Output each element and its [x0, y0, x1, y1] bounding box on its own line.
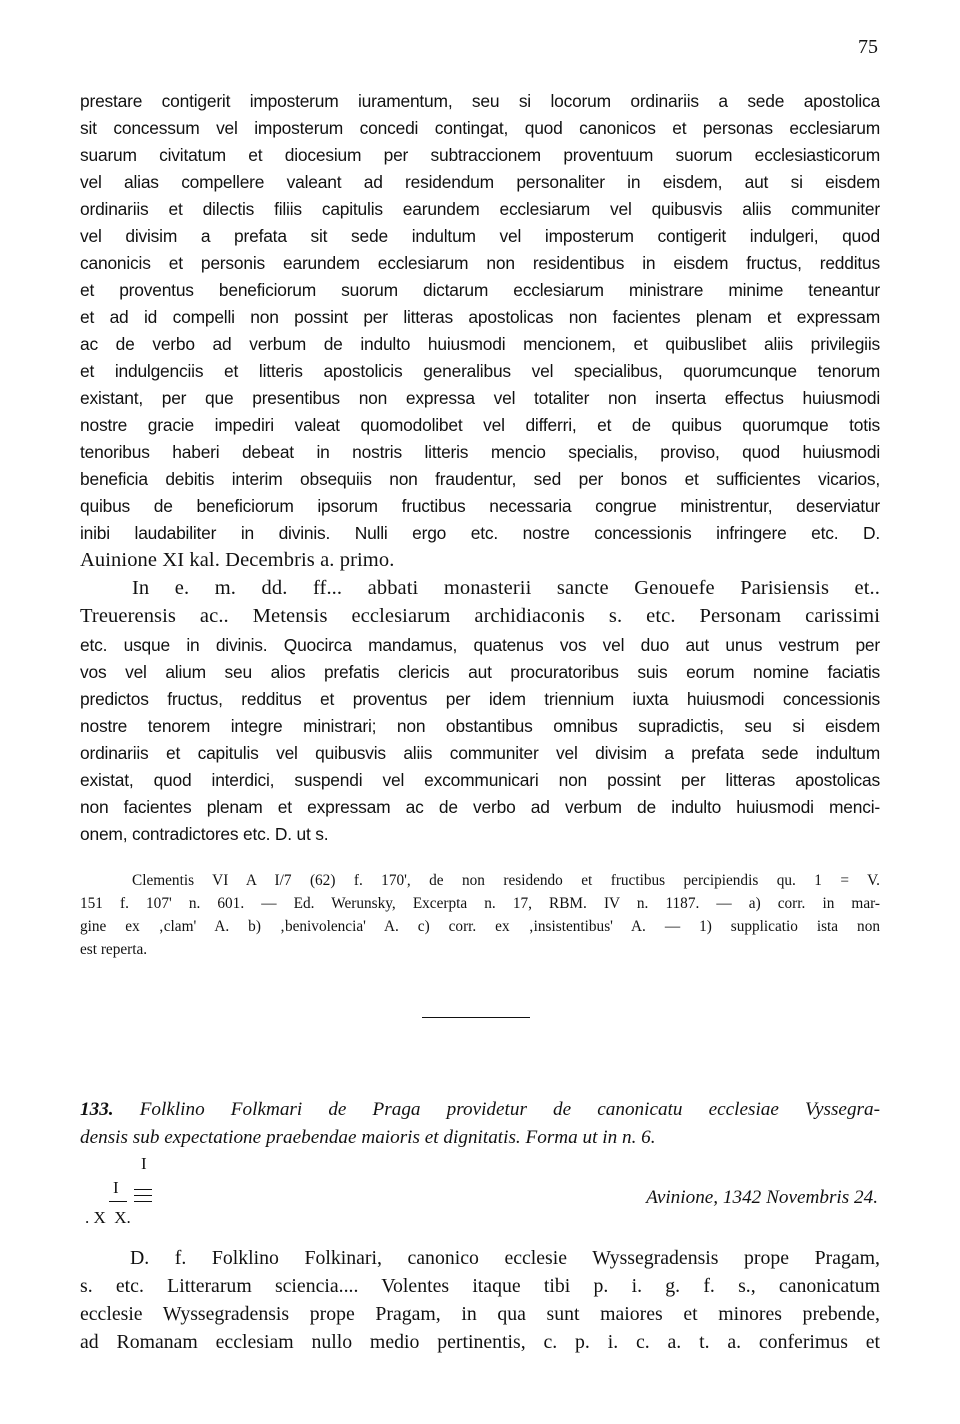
mark-top: I: [141, 1154, 147, 1173]
text-line: ordinariis et capitulis vel quibusvis aliis communiter vel divisim a prefata sede indultum: [80, 743, 880, 763]
text-line: s. etc. Litterarum sciencia.... Volentes itaque tibi p. i. g. f. s., canonicatum: [80, 1275, 880, 1297]
text-line: et proventus beneficiorum suorum dictarum ecclesiarum ministrare minime teneantur: [80, 280, 880, 300]
entry-date: Avinione, 1342 Novembris 24.: [646, 1187, 878, 1208]
text-line: vel alias compellere valeant ad residendum personaliter in eisdem, aut si eisdem: [80, 172, 880, 192]
mark-bottom: . X X.: [85, 1208, 131, 1227]
mark-bar: [134, 1201, 152, 1202]
text-line: quibus de beneficiorum ipsorum fructibus necessaria congrue ministrentur, deserviatur: [80, 496, 880, 516]
heading-line-2: densis sub expectatione praebendae maioris et dignitatis. Forma ut in n. 6.: [80, 1127, 656, 1148]
text-line: vos vel alium seu alios prefatis clericis aut procuratoribus suis eorum nomine faciatis: [80, 662, 880, 682]
text-line: ac de verbo ad verbum de indulto huiusmodi mencionem, et quibuslibet aliis privilegiis: [80, 334, 880, 354]
text-line: suarum civitatum et diocesium per subtraccionem proventuum suorum ecclesiasticorum: [80, 145, 880, 165]
mark-left: I: [113, 1178, 119, 1197]
heading-line-1: [80, 1096, 880, 1124]
text-line: inibi laudabiliter in divinis. Nulli ergo etc. nostre concessionis infringere etc. D.: [80, 523, 880, 543]
address-line: Treuerensis ac.. Metensis ecclesiarum archidiaconis s. etc. Personam carissimi: [80, 605, 880, 627]
text-line: canonicis et personis earundem ecclesiarum non residentibus in eisdem fructus, redditus: [80, 253, 880, 273]
text-line: predictos fructus, redditus et proventus per idem triennium iuxta huiusmodi concessionis: [80, 689, 880, 709]
text-line: vel divisim a prefata sit sede indultum vel imposterum contigerit indulgeri, quod: [80, 226, 880, 246]
entry-number: 133.: [80, 1099, 114, 1120]
text-line: ordinariis et dilectis filiis capitulis earundem ecclesiarum vel quibusvis aliis communiter: [80, 199, 880, 219]
text-line: existant, per que presentibus non expressa vel totaliter non inserta effectus huiusmodi: [80, 388, 880, 408]
heading-text: Folklino Folkmari de Praga providetur de canonicatu ecclesiae Vyssegra-: [139, 1099, 880, 1120]
text-line: nostre tenorem integre ministrari; non obstantibus omnibus supradictis, seu si eisdem: [80, 716, 880, 736]
mark-bar: [134, 1189, 152, 1190]
text-line: D. f. Folklino Folkinari, canonico ecclesie Wyssegradensis prope Pragam,: [130, 1247, 880, 1269]
section-divider: [422, 1017, 530, 1018]
page-number: 75: [858, 36, 878, 58]
mark-bar: [134, 1195, 152, 1196]
footnote-line: 151 f. 107' n. 601. — Ed. Werunsky, Excerpta n. 17, RBM. IV n. 1187. — a) corr. in mar-: [80, 895, 880, 912]
date-line: Auinione XI kal. Decembris a. primo.: [80, 549, 395, 571]
address-line: In e. m. dd. ff... abbati monasterii sancte Genouefe Parisiensis et..: [132, 577, 880, 599]
text-line: nostre gracie impediri valeat quomodolibet vel differri, et de quibus quorumque totis: [80, 415, 880, 435]
text-line: et indulgenciis et litteris apostolicis generalibus vel specialibus, quorumcunque tenorum: [80, 361, 880, 381]
footnote-line: est reperta.: [80, 941, 148, 958]
text-line: onem, contradictores etc. D. ut s.: [80, 824, 329, 844]
footnote-line: Clementis VI A I/7 (62) f. 170', de non residendo et fructibus percipiendis qu. 1 = V.: [132, 872, 880, 889]
text-line: ad Romanam ecclesiam nullo medio pertinentis, c. p. i. c. a. t. a. conferimus et: [80, 1331, 880, 1353]
text-line: ecclesie Wyssegradensis prope Pragam, in qua sunt maiores et minores prebende,: [80, 1303, 880, 1325]
mark-bar: [109, 1201, 127, 1202]
text-line: sit concessum vel imposterum concedi contingat, quod canonicos et personas ecclesiarum: [80, 118, 880, 138]
text-line: et ad id compelli non possint per litteras apostolicas non facientes plenam et expressam: [80, 307, 880, 327]
text-line: tenoribus haberi debeat in nostris litteris mencio specialis, proviso, quod huiusmodi: [80, 442, 880, 462]
text-line: non facientes plenam et expressam ac de verbo ad verbum de indulto huiusmodi menci-: [80, 797, 880, 817]
text-line: beneficia debitis interim obsequiis non fraudentur, sed per bonos et sufficientes vicarios,: [80, 469, 880, 489]
text-line: existat, quod interdici, suspendi vel excommunicari non possint per litteras apostolicas: [80, 770, 880, 790]
text-line: prestare contigerit imposterum iuramentum, seu si locorum ordinariis a sede apostolica: [80, 91, 880, 111]
footnote-line: gine ex ‚clam' A. b) ‚benivolencia' A. c) corr. ex ‚insistentibus' A. — 1) supplicatio ista non: [80, 918, 880, 935]
text-line: etc. usque in divinis. Quocirca mandamus, quatenus vos vel duo aut unus vestrum per: [80, 635, 880, 655]
